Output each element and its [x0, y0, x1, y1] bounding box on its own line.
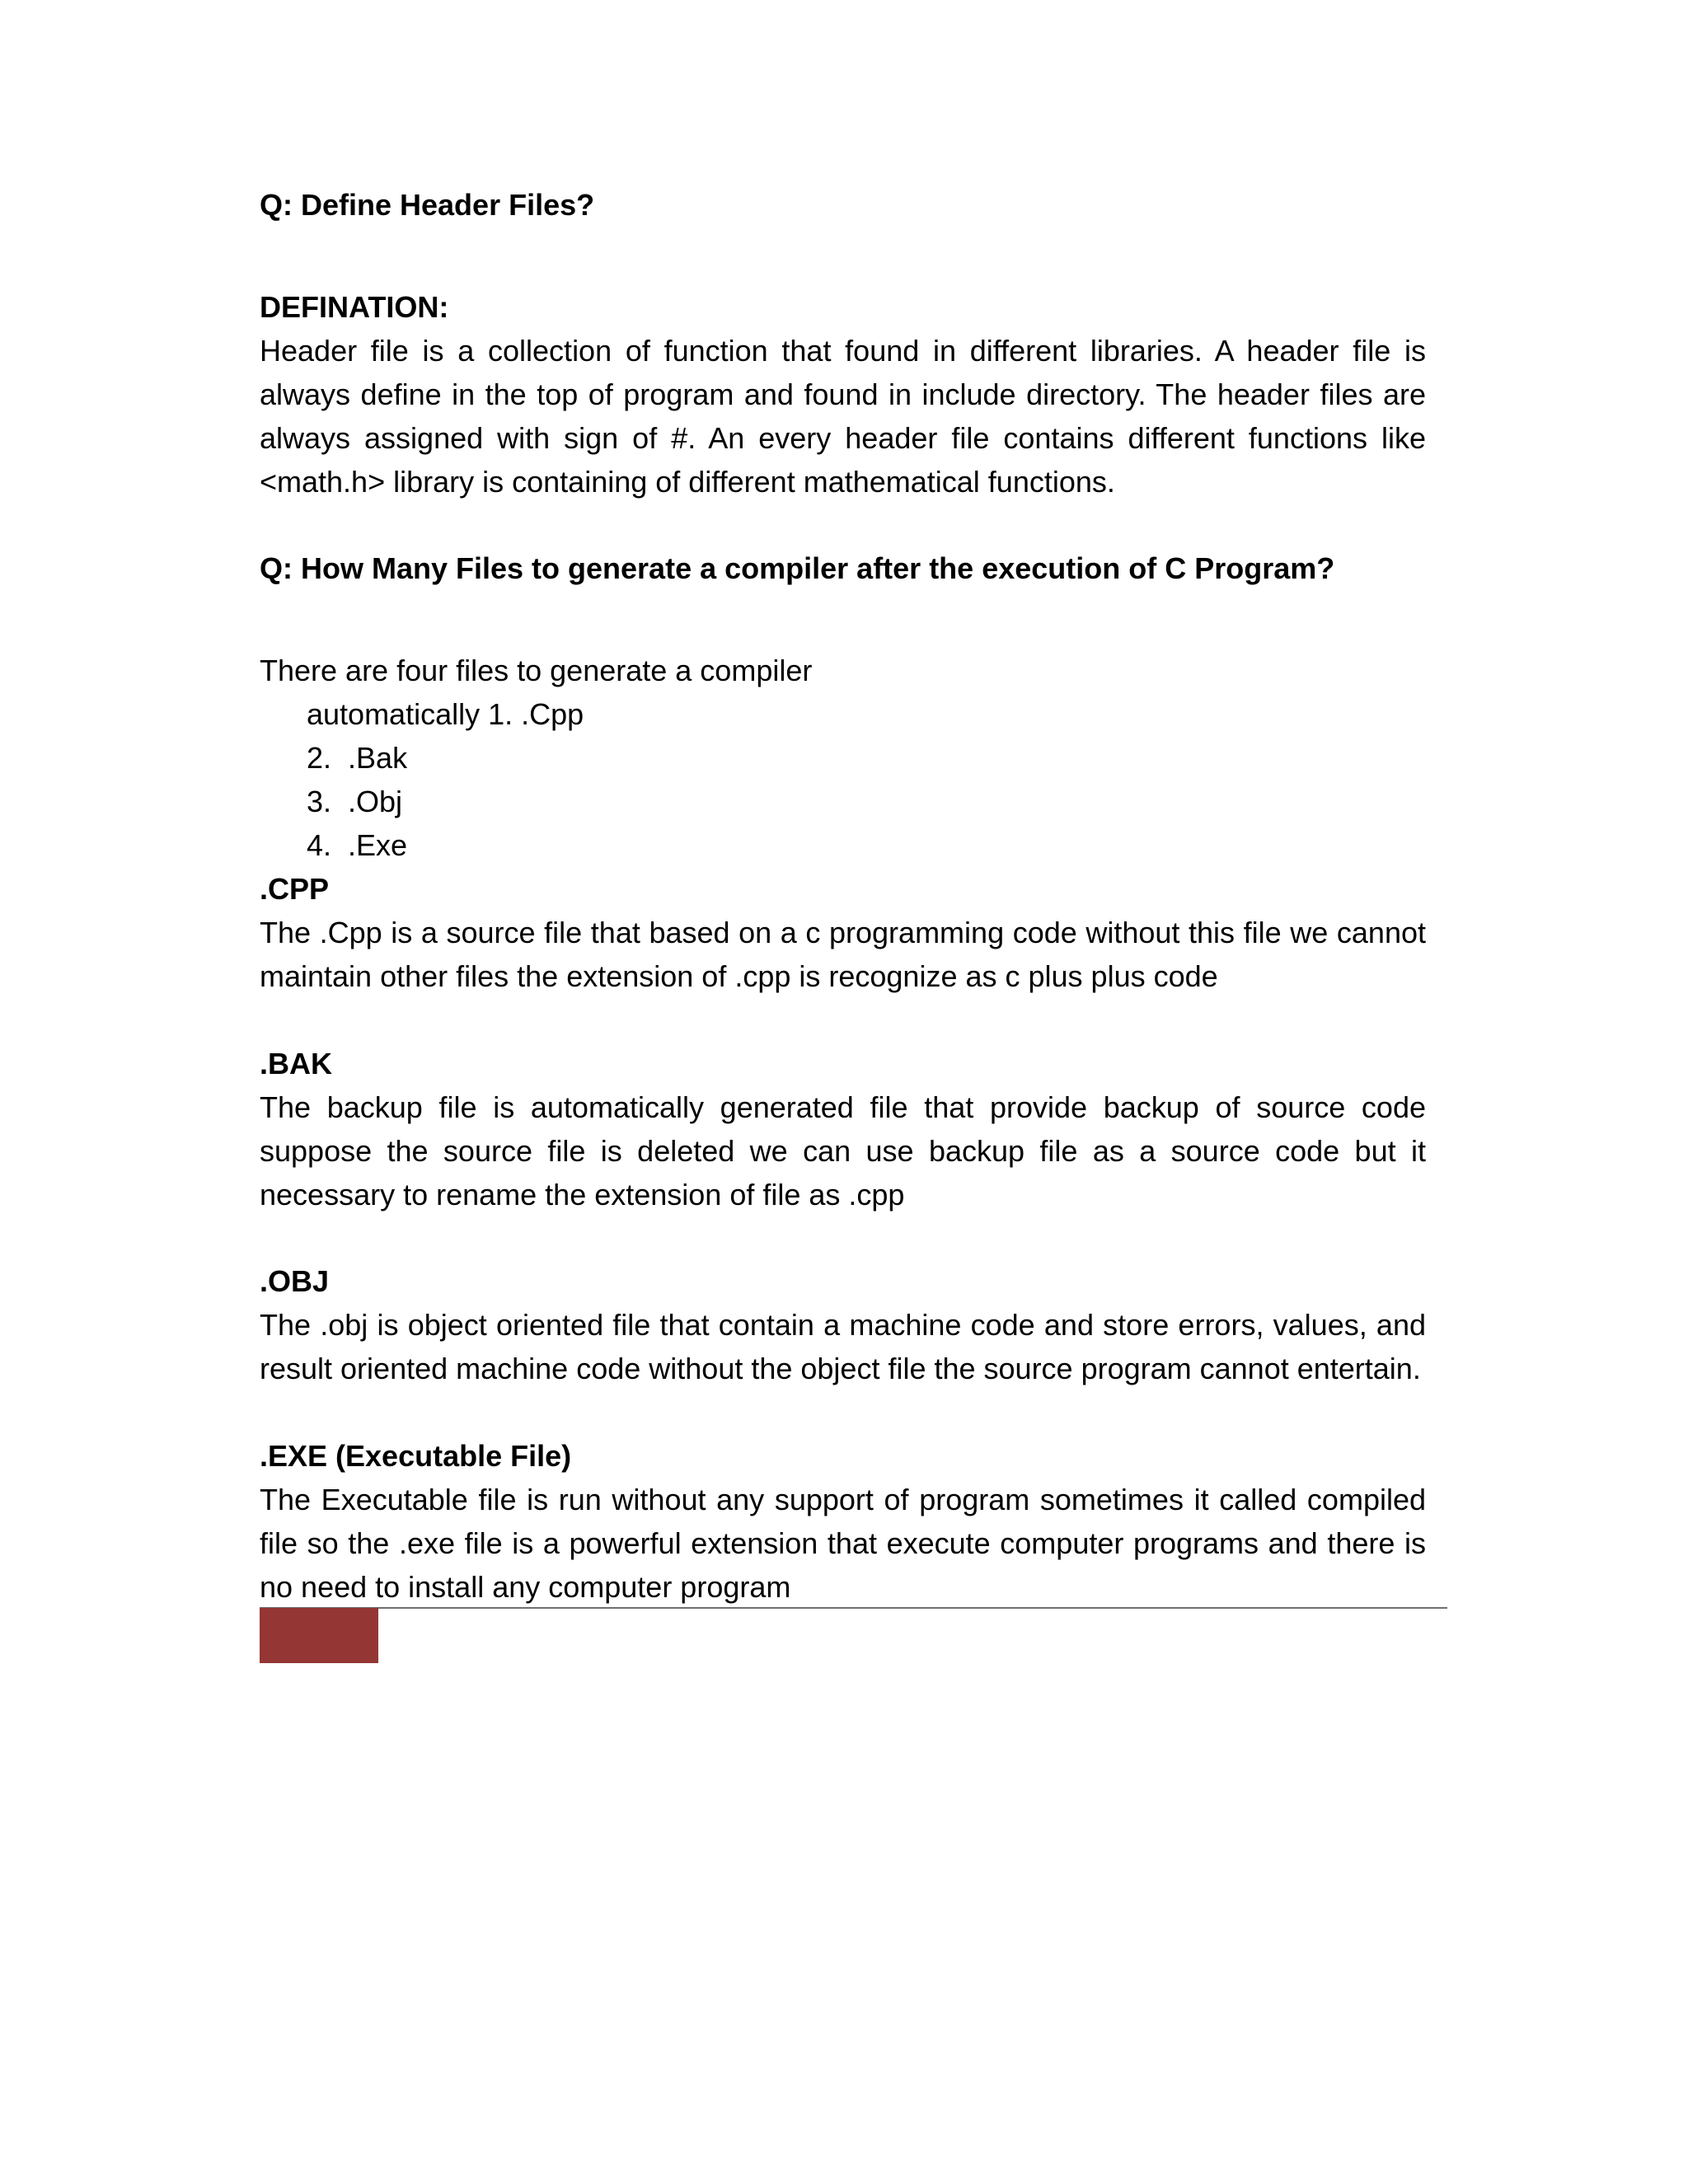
file-list: [307, 692, 584, 867]
section-heading-exe: .EXE (Executable File): [260, 1439, 572, 1473]
section-heading-obj: .OBJ: [260, 1264, 330, 1298]
section-text-bak: The backup file is automatically generated file that provide backup of source code suppose the source file is deleted we can use backup file as a source code but it necessary to rename the extension of file as .cpp: [260, 1090, 1426, 1212]
list-item: 3. .Obj: [307, 785, 403, 818]
list-item: automatically 1. .Cpp: [307, 697, 584, 731]
list-item: 2. .Bak: [307, 741, 408, 775]
files-intro: There are four files to generate a compiler: [260, 654, 813, 687]
footer-rule: [260, 1607, 1447, 1609]
section-text-exe: The Executable file is run without any support of program sometimes it called compiled file so the .exe file is a powerful extension that execute computer programs and there is no need to install any computer program: [260, 1483, 1426, 1604]
footer-accent-block: [260, 1608, 378, 1663]
section-heading-bak: .BAK: [260, 1047, 332, 1080]
section-heading-cpp: .CPP: [260, 872, 330, 906]
definition-label: DEFINATION:: [260, 290, 449, 324]
definition-paragraph: Header file is a collection of function that found in different libraries. A header file is always define in the top of program and found in include directory. The header files are always assigned with sign of #. An every header file contains different functions like <math.h> library is containing of different mathematical functions.: [260, 334, 1426, 499]
section-text-cpp: The .Cpp is a source file that based on a c programming code without this file we cannot maintain other files the extension of .cpp is recognize as c plus plus code: [260, 916, 1426, 993]
question-how-many-files: Q: How Many Files to generate a compiler after the execution of C Program?: [260, 551, 1335, 585]
section-text-obj: The .obj is object oriented file that contain a machine code and store errors, values, and result oriented machine code without the object file the source program cannot entertain.: [260, 1308, 1426, 1385]
question-define-header-files: Q: Define Header Files?: [260, 188, 595, 222]
list-item: 4. .Exe: [307, 828, 408, 862]
